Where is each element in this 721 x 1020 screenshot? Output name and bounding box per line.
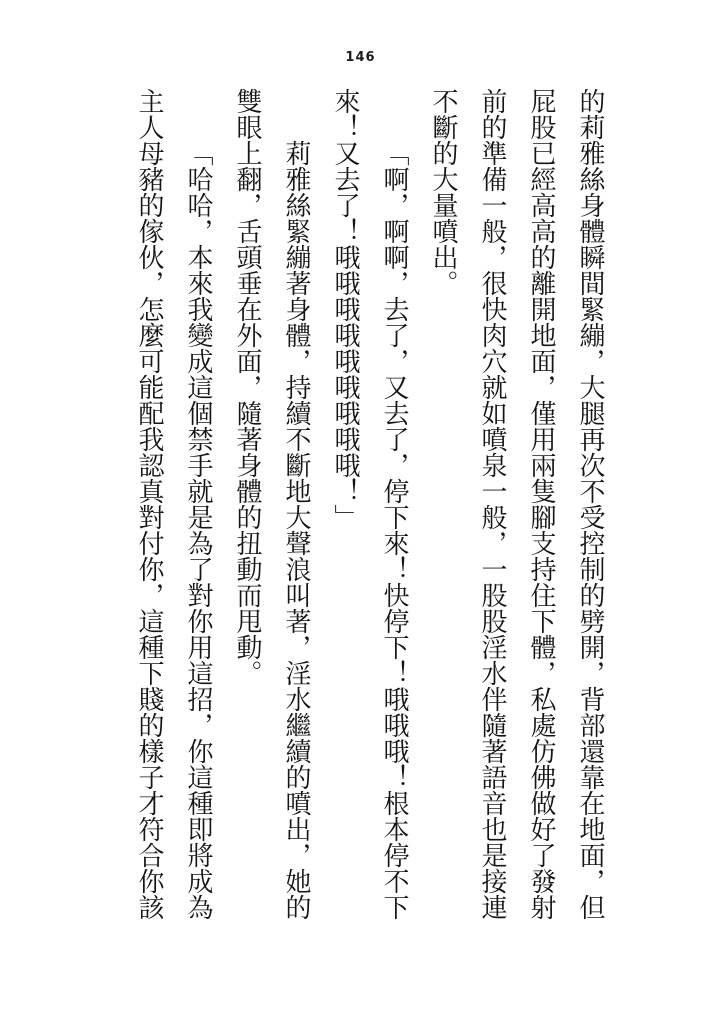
- paragraph: 的莉雅絲身體瞬間緊繃，大腿再次不受控制的劈開，背部還靠在地面，但屁股已經高高的離開地面，僅用兩隻腳支持住下體，私處仿佛做好了發射前的準備一般，很快肉穴就如噴泉一般，一股股淫水伴隨著語音也是接連不斷的大量噴出。: [429, 88, 605, 920]
- paragraph: 「哈哈，本來我變成這個禁手就是為了對你用這招，你這種即將成為主人母豬的傢伙，怎麼可能配我認真對付你，這種下賤的樣子才符合你該: [135, 88, 213, 920]
- paragraph: 莉雅絲緊繃著身體，持續不斷地大聲浪叫著，淫水繼續的噴出，她的雙眼上翻，舌頭垂在外面，隨著身體的扭動而甩動。: [233, 88, 311, 920]
- text-block: [125, 88, 615, 922]
- paragraph: 「啊，啊啊，去了，又去了，停下來！快停下！哦哦哦！根本停不下來！又去了！哦哦哦哦哦哦哦哦哦！」: [331, 88, 409, 920]
- page-number: 146: [345, 50, 376, 65]
